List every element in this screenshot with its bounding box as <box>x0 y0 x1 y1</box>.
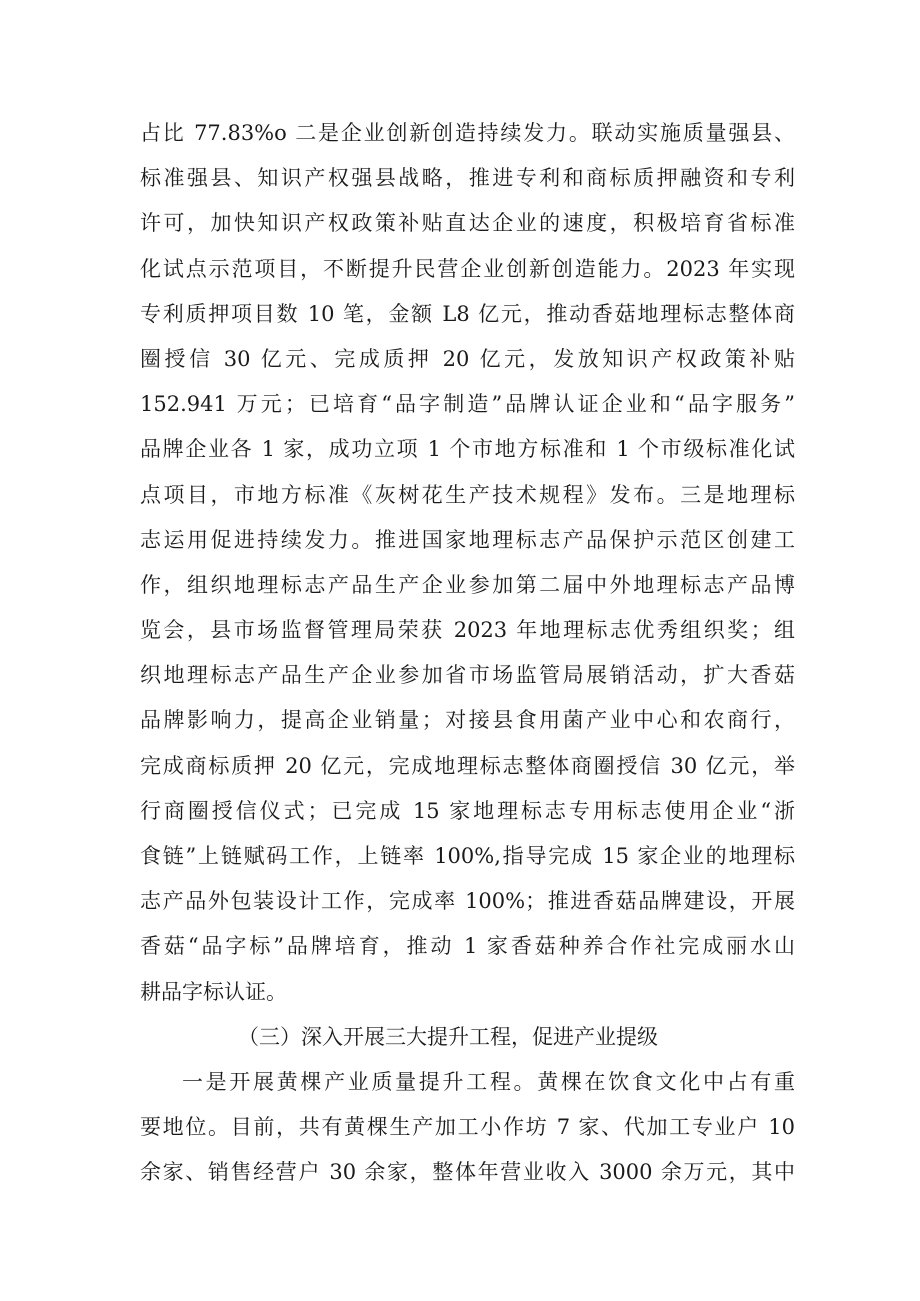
text-line: 点项目，市地方标准《灰树花生产技术规程》发布。三是地理标 <box>140 482 795 507</box>
text-line: 专利质押项目数 10 笔，金额 L8 亿元，推动香菇地理标志整体商 <box>140 301 795 326</box>
text-line: 占比 77.83%o 二是企业创新创造持续发力。联动实施质量强县、 <box>140 121 795 145</box>
text-line: 152.941 万元；已培育“品字制造”品牌认证企业和“品字服务” <box>140 392 795 417</box>
text-line: 品牌企业各 1 家，成功立项 1 个市地方标准和 1 个市级标准化试 <box>140 437 795 462</box>
text-line: 标准强县、知识产权强县战略，推进专利和商标质押融资和专利 <box>140 166 795 191</box>
paragraph-line: 余家、销售经营户 30 余家，整体年营业收入 3000 余万元，其中 <box>140 1160 795 1185</box>
text-line: 作，组织地理标志产品生产企业参加第二届中外地理标志产品博 <box>140 572 795 597</box>
text-line: 志运用促进持续发力。推进国家地理标志产品保护示范区创建工 <box>140 527 795 552</box>
section-heading: （三）深入开展三大提升工程，促进产业提级 <box>238 1024 658 1049</box>
text-line: 织地理标志产品生产企业参加省市场监管局展销活动，扩大香菇 <box>140 663 795 688</box>
document-body <box>140 111 795 1196</box>
text-line: 食链”上链赋码工作，上链率 100%,指导完成 15 家企业的地理标 <box>140 844 795 868</box>
text-line: 许可，加快知识产权政策补贴直达企业的速度，积极培育省标准 <box>140 211 795 236</box>
text-line: 化试点示范项目，不断提升民营企业创新创造能力。2023 年实现 <box>140 256 795 281</box>
text-line: 香菇“品字标”品牌培育，推动 1 家香菇种养合作社完成丽水山 <box>140 934 795 959</box>
text-line: 行商圈授信仪式；已完成 15 家地理标志专用标志使用企业“浙 <box>140 798 795 823</box>
text-line: 耕品字标认证。 <box>140 979 287 1004</box>
paragraph-line: 一是开展黄棵产业质量提升工程。黄棵在饮食文化中占有重 <box>182 1069 795 1094</box>
text-line: 志产品外包装设计工作，完成率 100%；推进香菇品牌建设，开展 <box>140 889 795 914</box>
text-line: 完成商标质押 20 亿元，完成地理标志整体商圈授信 30 亿元，举 <box>140 753 795 778</box>
paragraph-line: 要地位。目前，共有黄棵生产加工小作坊 7 家、代加工专业户 10 <box>140 1115 795 1140</box>
text-line: 览会，县市场监督管理局荣获 2023 年地理标志优秀组织奖；组 <box>140 618 795 643</box>
text-line: 圈授信 30 亿元、完成质押 20 亿元，发放知识产权政策补贴 <box>140 346 795 371</box>
text-line: 品牌影响力，提高企业销量；对接县食用菌产业中心和农商行， <box>140 708 795 733</box>
